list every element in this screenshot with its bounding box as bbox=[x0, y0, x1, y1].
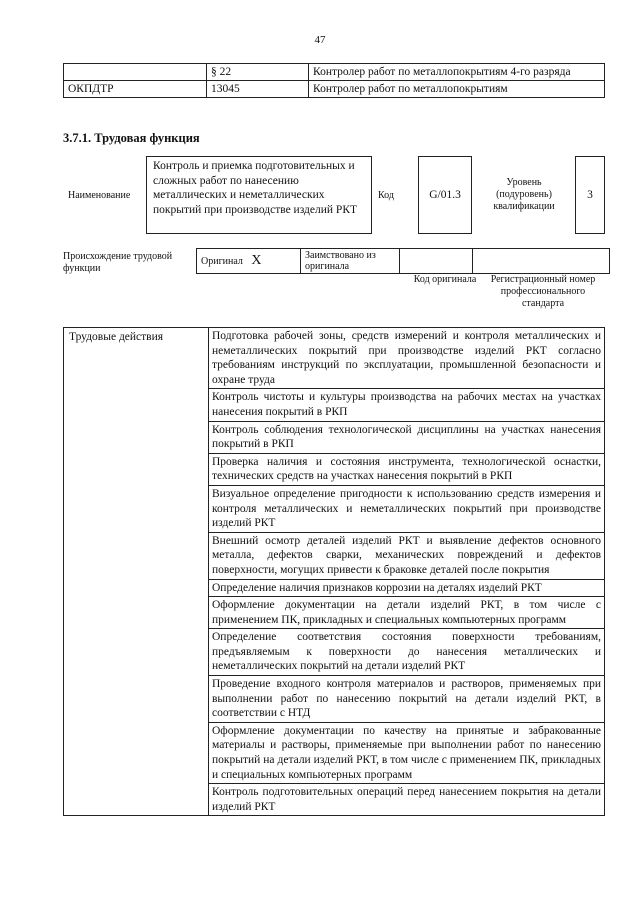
table-cell: § 22 bbox=[207, 64, 309, 81]
labor-action-item: Оформление документации по качеству на принятые и забракованные материалы и растворы, применяемые при выполнении работ по нанесению покрытий на детали изделий РКТ, в том числе с применением ПК, прикладных и специальных компьютерных программ bbox=[209, 722, 605, 783]
function-name-box: Контроль и приемка подготовительных и сложных работ по нанесению металлических и неметаллических покрытий при производстве изделий РКТ bbox=[146, 156, 372, 234]
labor-actions-table bbox=[63, 327, 605, 816]
labor-action-item: Определение наличия признаков коррозии на деталях изделий РКТ bbox=[209, 579, 605, 597]
table-cell: ОКПДТР bbox=[64, 81, 207, 98]
reg-number-cell bbox=[473, 249, 610, 274]
name-label: Наименование bbox=[68, 190, 131, 201]
labor-actions-label: Трудовые действия bbox=[64, 328, 209, 816]
original-mark: X bbox=[251, 253, 262, 268]
page-number: 47 bbox=[314, 34, 326, 46]
labor-action-item: Проведение входного контроля материалов и растворов, применяемых при выполнении работ по нанесению покрытий на детали изделий РКТ, в соответствии с НТД bbox=[209, 676, 605, 723]
code-original-label: Код оригинала bbox=[413, 274, 477, 285]
table-cell bbox=[64, 64, 207, 81]
labor-action-item: Подготовка рабочей зоны, средств измерений и контроля металлических и неметаллических покрытий при производстве изделий РКТ согласно требованиям инструкций по эксплуатации, промышленной безопасности и охране труда bbox=[209, 328, 605, 389]
table-row bbox=[64, 64, 605, 81]
table-cell: Контролер работ по металлопокрытиям bbox=[309, 81, 605, 98]
section-title: 3.7.1. Трудовая функция bbox=[63, 131, 200, 145]
labor-action-item: Контроль чистоты и культуры производства на рабочих местах на участках нанесения покрытий в РКП bbox=[209, 389, 605, 421]
labor-action-item: Оформление документации на детали изделий РКТ, в том числе с применением ПК, прикладных и специальных компьютерных программ bbox=[209, 597, 605, 629]
origin-label: Происхождение трудовой функции bbox=[63, 251, 173, 274]
table-row bbox=[64, 81, 605, 98]
origin-table bbox=[196, 248, 610, 274]
table-row bbox=[64, 328, 605, 389]
labor-action-item: Внешний осмотр деталей изделий РКТ и выявление дефектов основного металла, дефектов сварки, механических повреждений и дефектов поверхности, могущих привести к браковке деталей после покрытия bbox=[209, 532, 605, 579]
labor-action-item: Определение соответствия состояния поверхности требованиям, предъявляемым к поверхности до нанесения металлических и неметаллических покрытий на детали изделий РКТ bbox=[209, 629, 605, 676]
table-cell: Контролер работ по металлопокрытиям 4-го разряда bbox=[309, 64, 605, 81]
function-code-box: G/01.3 bbox=[418, 156, 472, 234]
original-cell bbox=[197, 249, 301, 274]
code-original-cell bbox=[400, 249, 473, 274]
qualification-level-box: 3 bbox=[575, 156, 605, 234]
labor-action-item: Визуальное определение пригодности к использованию средств измерения и контроля металлических и неметаллических покрытий при производстве изделий РКТ bbox=[209, 485, 605, 532]
table-row bbox=[197, 249, 610, 274]
labor-action-item: Проверка наличия и состояния инструмента, технологической оснастки, технических средств на участках нанесения покрытий в РКП bbox=[209, 453, 605, 485]
labor-action-item: Контроль соблюдения технологической дисциплины на участках нанесения покрытий в РКП bbox=[209, 421, 605, 453]
labor-action-item: Контроль подготовительных операций перед нанесением покрытия на детали изделий РКТ bbox=[209, 784, 605, 816]
occupation-table bbox=[63, 63, 605, 98]
reg-number-label: Регистрационный номер профессионального стандарта bbox=[490, 274, 596, 309]
table-cell: 13045 bbox=[207, 81, 309, 98]
original-label: Оригинал bbox=[201, 256, 243, 267]
code-label: Код bbox=[378, 190, 394, 201]
level-label: Уровень (подуровень) квалификации bbox=[493, 177, 555, 212]
borrowed-cell: Заимствовано из оригинала bbox=[301, 249, 400, 274]
